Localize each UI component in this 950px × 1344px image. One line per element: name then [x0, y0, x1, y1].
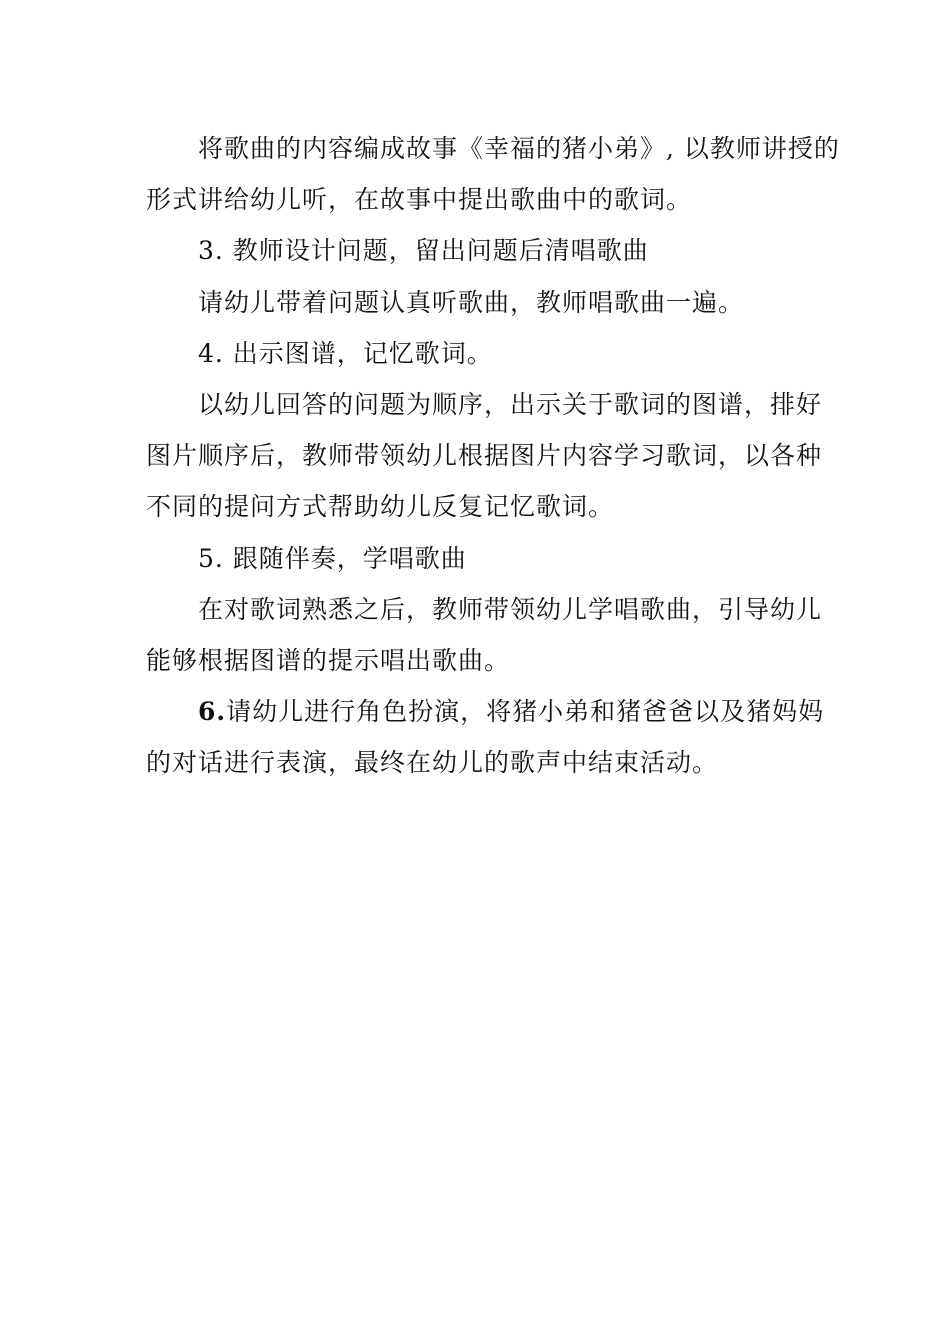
- step6-line-1-text: 请幼儿进行角色扮演，将猪小弟和猪爸爸以及猪妈妈: [226, 697, 825, 727]
- step3-body: 请幼儿带着问题认真听歌曲，教师唱歌曲一遍。: [198, 287, 745, 317]
- story-paragraph-line-2: 形式讲给幼儿听，在故事中提出歌曲中的歌词。: [146, 185, 693, 215]
- step4-body-line-3: 不同的提问方式帮助幼儿反复记忆歌词。: [146, 492, 615, 522]
- step6-number: 6.: [198, 697, 227, 727]
- step4-body-line-1: 以幼儿回答的问题为顺序，出示关于歌词的图谱，排好: [198, 389, 823, 419]
- step4-heading: 4. 出示图谱，记忆歌词。: [198, 338, 493, 368]
- step6-line-1: [146, 686, 825, 737]
- step5-body-line-1: 在对歌词熟悉之后，教师带领幼儿学唱歌曲，引导幼儿: [198, 594, 823, 624]
- step6-line-2: 的对话进行表演，最终在幼儿的歌声中结束活动。: [146, 748, 719, 778]
- story-paragraph-line-1: 将歌曲的内容编成故事《幸福的猪小弟》, 以教师讲授的: [198, 134, 840, 163]
- document-body: [146, 123, 840, 788]
- step5-heading: 5. 跟随伴奏，学唱歌曲: [198, 543, 467, 573]
- step3-heading: 3. 教师设计问题，留出问题后清唱歌曲: [198, 236, 649, 266]
- step4-body-line-2: 图片顺序后，教师带领幼儿根据图片内容学习歌词，以各种: [146, 441, 823, 471]
- step5-body-line-2: 能够根据图谱的提示唱出歌曲。: [146, 645, 511, 675]
